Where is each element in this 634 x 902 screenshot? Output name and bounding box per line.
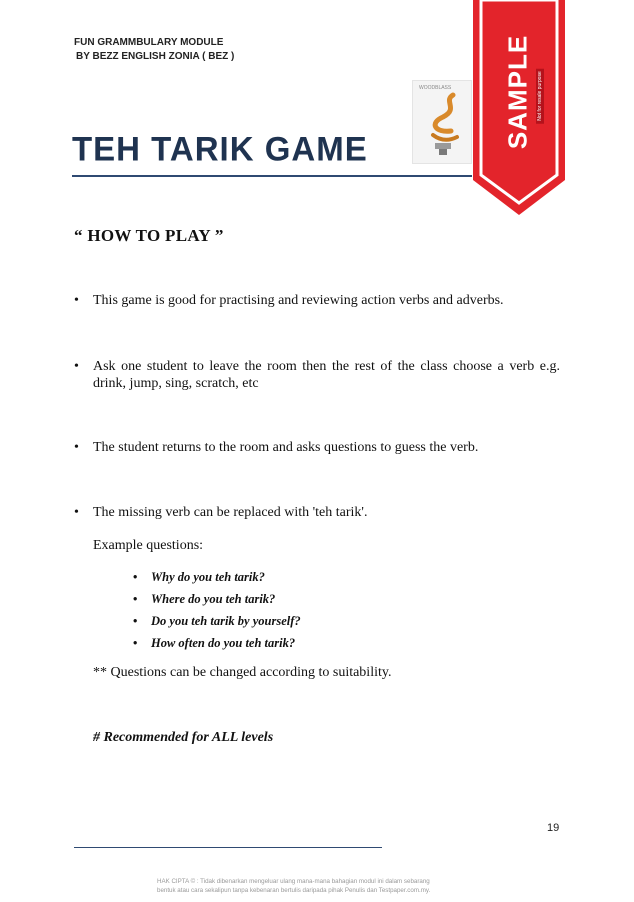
bullet-icon: • bbox=[133, 614, 138, 628]
bullet-icon: • bbox=[74, 293, 79, 308]
question-item: • How often do you teh tarik? bbox=[133, 636, 296, 650]
example-questions-label: Example questions: bbox=[93, 538, 204, 553]
bullet-icon: • bbox=[74, 440, 79, 455]
list-item: • This game is good for practising and reviewing action verbs and adverbs. bbox=[74, 293, 504, 308]
list-item: • Ask one student to leave the room then the rest of the class choose a verb e.g. drink, jump, sing, scratch, etc bbox=[74, 359, 560, 391]
sample-watermark: SAMPLE bbox=[502, 34, 533, 150]
bullet-icon: • bbox=[74, 505, 79, 520]
copyright-line-2: bentuk atau cara sekalipun tanpa kebenaran bertulis daripada pihak Penulis dan Testpaper.com.my. bbox=[157, 887, 431, 894]
module-header bbox=[74, 36, 234, 64]
title-underline bbox=[72, 175, 472, 177]
sample-ribbon-text bbox=[470, 0, 568, 200]
question-item: • Do you teh tarik by yourself? bbox=[133, 614, 301, 628]
bullet-icon: • bbox=[133, 592, 138, 606]
bullet-icon: • bbox=[133, 636, 138, 650]
copyright-line-1: HAK CIPTA © : Tidak dibenarkan mengeluar ulang mana-mana bahagian modul ini dalam sebarang bbox=[157, 878, 430, 885]
header-line-1: FUN GRAMMBULARY MODULE bbox=[74, 37, 224, 48]
cover-thumbnail bbox=[412, 80, 472, 164]
question-item: • Why do you teh tarik? bbox=[133, 570, 265, 584]
page-number: 19 bbox=[547, 822, 560, 834]
header-line-2: BY BEZZ ENGLISH ZONIA ( BEZ ) bbox=[76, 51, 235, 62]
bullet-icon: • bbox=[74, 359, 79, 374]
suitability-note: ** Questions can be changed according to suitability. bbox=[93, 665, 392, 680]
list-item: • The missing verb can be replaced with 'teh tarik'. bbox=[74, 505, 368, 520]
list-item: • The student returns to the room and asks questions to guess the verb. bbox=[74, 440, 479, 455]
footer-rule bbox=[74, 847, 382, 848]
recommended-levels: # Recommended for ALL levels bbox=[93, 730, 274, 745]
question-item: • Where do you teh tarik? bbox=[133, 592, 276, 606]
sample-watermark-note: Not for resale purpose bbox=[536, 68, 544, 123]
thumbnail-caption: WOODBLASS bbox=[419, 85, 452, 91]
teh-tarik-illustration-icon bbox=[413, 81, 471, 163]
copyright-notice bbox=[157, 877, 487, 895]
page-title: TEH TARIK GAME bbox=[72, 129, 368, 168]
bullet-icon: • bbox=[133, 570, 138, 584]
how-to-play-heading: “ HOW TO PLAY ” bbox=[74, 226, 224, 245]
